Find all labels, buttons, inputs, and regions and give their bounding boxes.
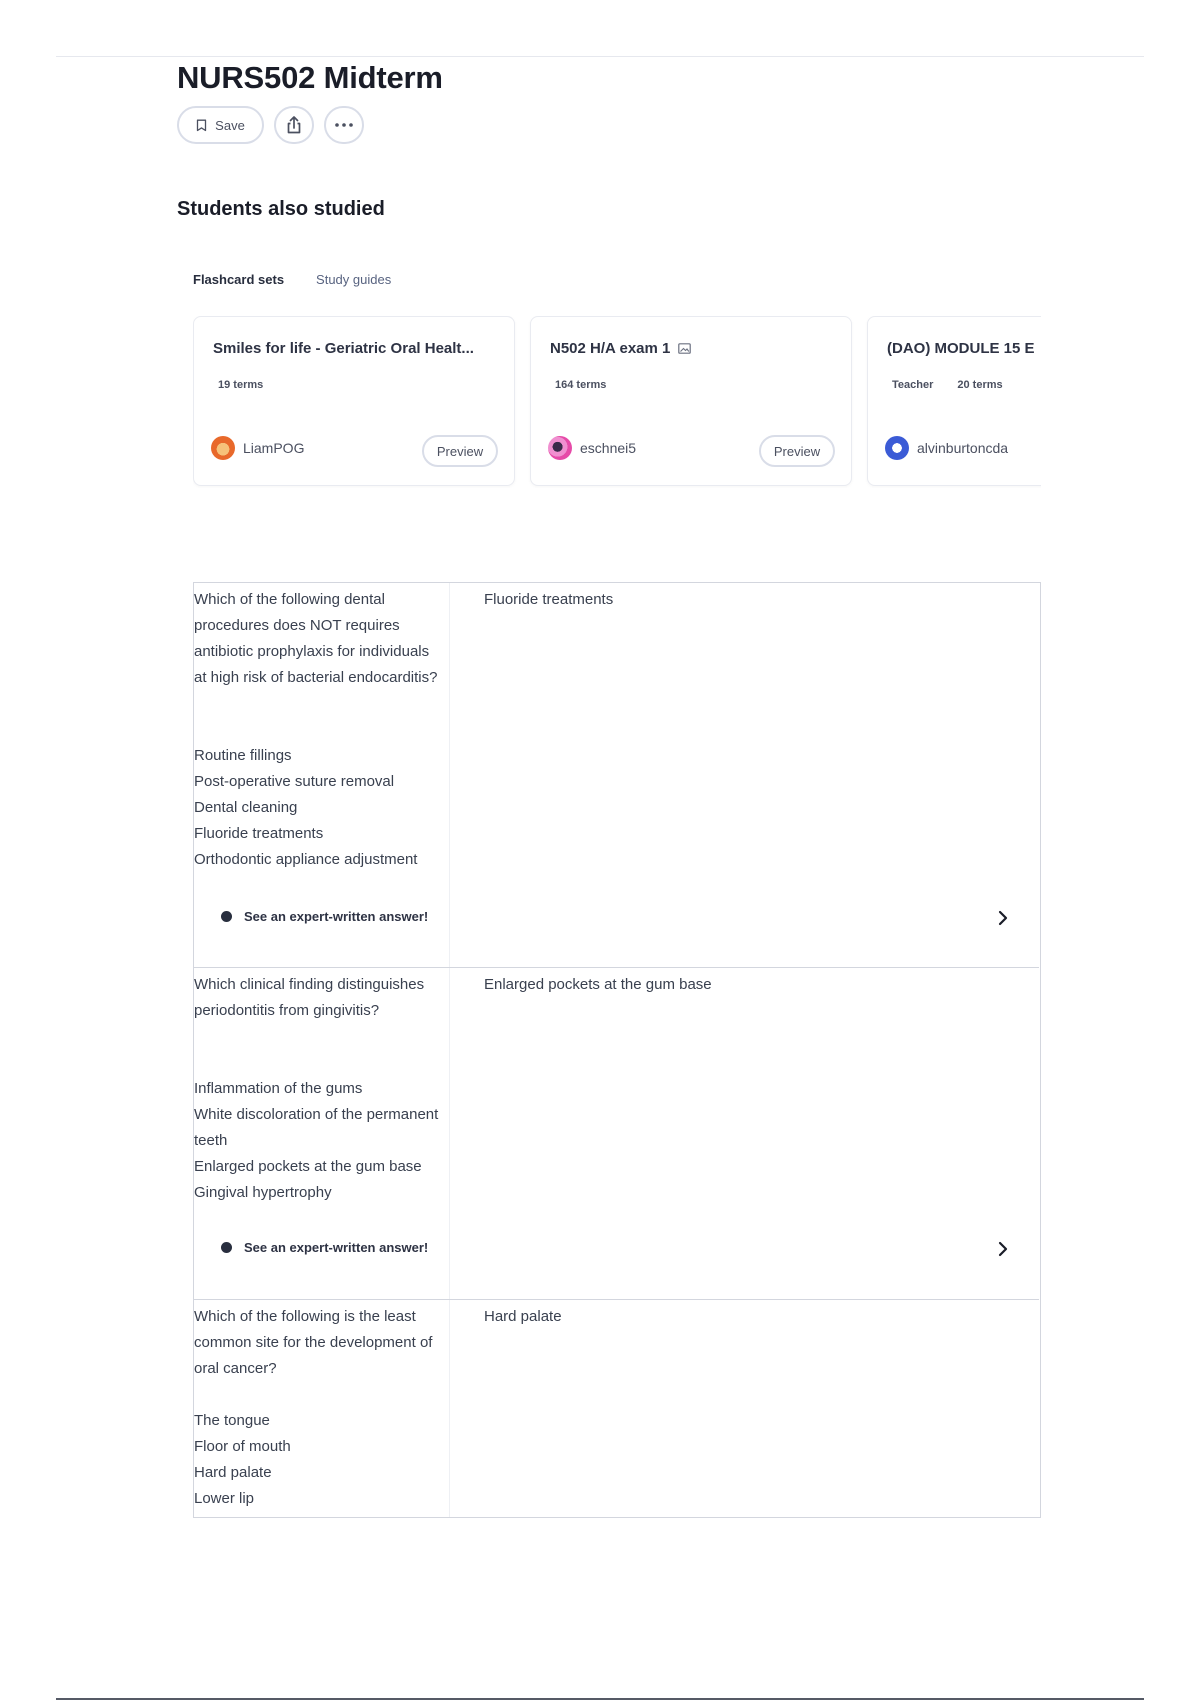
option: Post-operative suture removal — [194, 773, 395, 790]
preview-button[interactable]: Preview — [759, 435, 835, 467]
option: Floor of mouth — [194, 1438, 291, 1455]
set-card-meta — [555, 379, 606, 391]
term-question-cell — [194, 1300, 450, 1517]
set-card[interactable] — [193, 316, 515, 486]
question-options — [194, 1408, 444, 1512]
option: The tongue — [194, 1412, 270, 1429]
related-tabs — [193, 272, 391, 287]
section-title-students-also-studied: Students also studied — [177, 198, 385, 220]
set-card-title: Smiles for life - Geriatric Oral Healt... — [213, 340, 474, 357]
image-icon — [678, 343, 691, 354]
username: eschnei5 — [580, 440, 637, 456]
teacher-badge: Teacher — [892, 379, 934, 391]
username: LiamPOG — [243, 440, 305, 456]
chevron-right-icon[interactable] — [994, 909, 1012, 927]
answer-text: Hard palate — [484, 1308, 562, 1325]
question-text: Which of the following dental procedures does NOT requires antibiotic prophylaxis for individuals at high risk of bacterial endocarditis? — [194, 591, 438, 686]
set-card-title: N502 H/A exam 1 — [550, 340, 671, 357]
term-count: 19 terms — [218, 379, 264, 391]
bullet-icon — [221, 911, 232, 922]
username: alvinburtoncda — [917, 440, 1009, 456]
option: Hard palate — [194, 1464, 272, 1481]
page-title: NURS502 Midterm — [177, 60, 443, 95]
term-count: 20 terms — [957, 379, 1003, 391]
question-text: Which clinical finding distinguishes periodontitis from gingivitis? — [194, 976, 425, 1019]
set-card-title-row — [550, 340, 835, 357]
option: White discoloration of the permanent teeth — [194, 1106, 439, 1149]
set-card-user[interactable] — [211, 436, 304, 460]
set-card-user[interactable] — [885, 436, 1008, 460]
option: Inflammation of the gums — [194, 1080, 363, 1097]
avatar — [885, 436, 909, 460]
preview-button[interactable]: Preview — [422, 435, 498, 467]
avatar — [211, 436, 235, 460]
option: Fluoride treatments — [194, 825, 324, 842]
top-divider — [56, 56, 1144, 57]
set-card-title: (DAO) MODULE 15 E — [887, 340, 1035, 357]
option: Orthodontic appliance adjustment — [194, 851, 418, 868]
option: Gingival hypertrophy — [194, 1184, 332, 1201]
avatar — [548, 436, 572, 460]
save-button[interactable] — [177, 106, 264, 144]
chevron-right-icon[interactable] — [994, 1240, 1012, 1258]
set-card[interactable] — [530, 316, 852, 486]
answer-text: Fluoride treatments — [484, 591, 614, 608]
term-count: 164 terms — [555, 379, 607, 391]
share-icon — [285, 115, 303, 135]
option: Enlarged pockets at the gum base — [194, 1158, 422, 1175]
question-text: Which of the following is the least common site for the development of oral cancer? — [194, 1308, 433, 1377]
related-sets-carousel — [193, 316, 1041, 488]
share-button[interactable] — [274, 106, 314, 144]
expert-answer-link[interactable] — [221, 909, 428, 924]
save-label: Save — [215, 117, 245, 133]
option: Routine fillings — [194, 747, 292, 764]
term-row — [194, 583, 1039, 967]
more-options-button[interactable] — [324, 106, 364, 144]
option: Dental cleaning — [194, 799, 298, 816]
action-bar — [177, 106, 364, 144]
set-card-user[interactable] — [548, 436, 636, 460]
bookmark-icon — [196, 119, 207, 132]
answer-text: Enlarged pockets at the gum base — [484, 976, 712, 993]
set-card[interactable] — [867, 316, 1041, 486]
expert-answer-link[interactable] — [221, 1240, 428, 1255]
set-card-meta — [892, 379, 1003, 391]
terms-table — [193, 582, 1041, 1518]
more-horizontal-icon — [334, 122, 354, 128]
question-options — [194, 1076, 444, 1206]
expert-answer-label: See an expert-written answer! — [244, 1240, 429, 1255]
bullet-icon — [221, 1242, 232, 1253]
term-row — [194, 967, 1039, 1299]
tab-flashcard-sets[interactable]: Flashcard sets — [193, 272, 285, 287]
term-row — [194, 1299, 1039, 1517]
expert-answer-label: See an expert-written answer! — [244, 909, 429, 924]
option: Lower lip — [194, 1490, 255, 1507]
question-options — [194, 743, 444, 873]
tab-study-guides[interactable]: Study guides — [316, 272, 392, 287]
set-card-meta — [218, 379, 263, 391]
